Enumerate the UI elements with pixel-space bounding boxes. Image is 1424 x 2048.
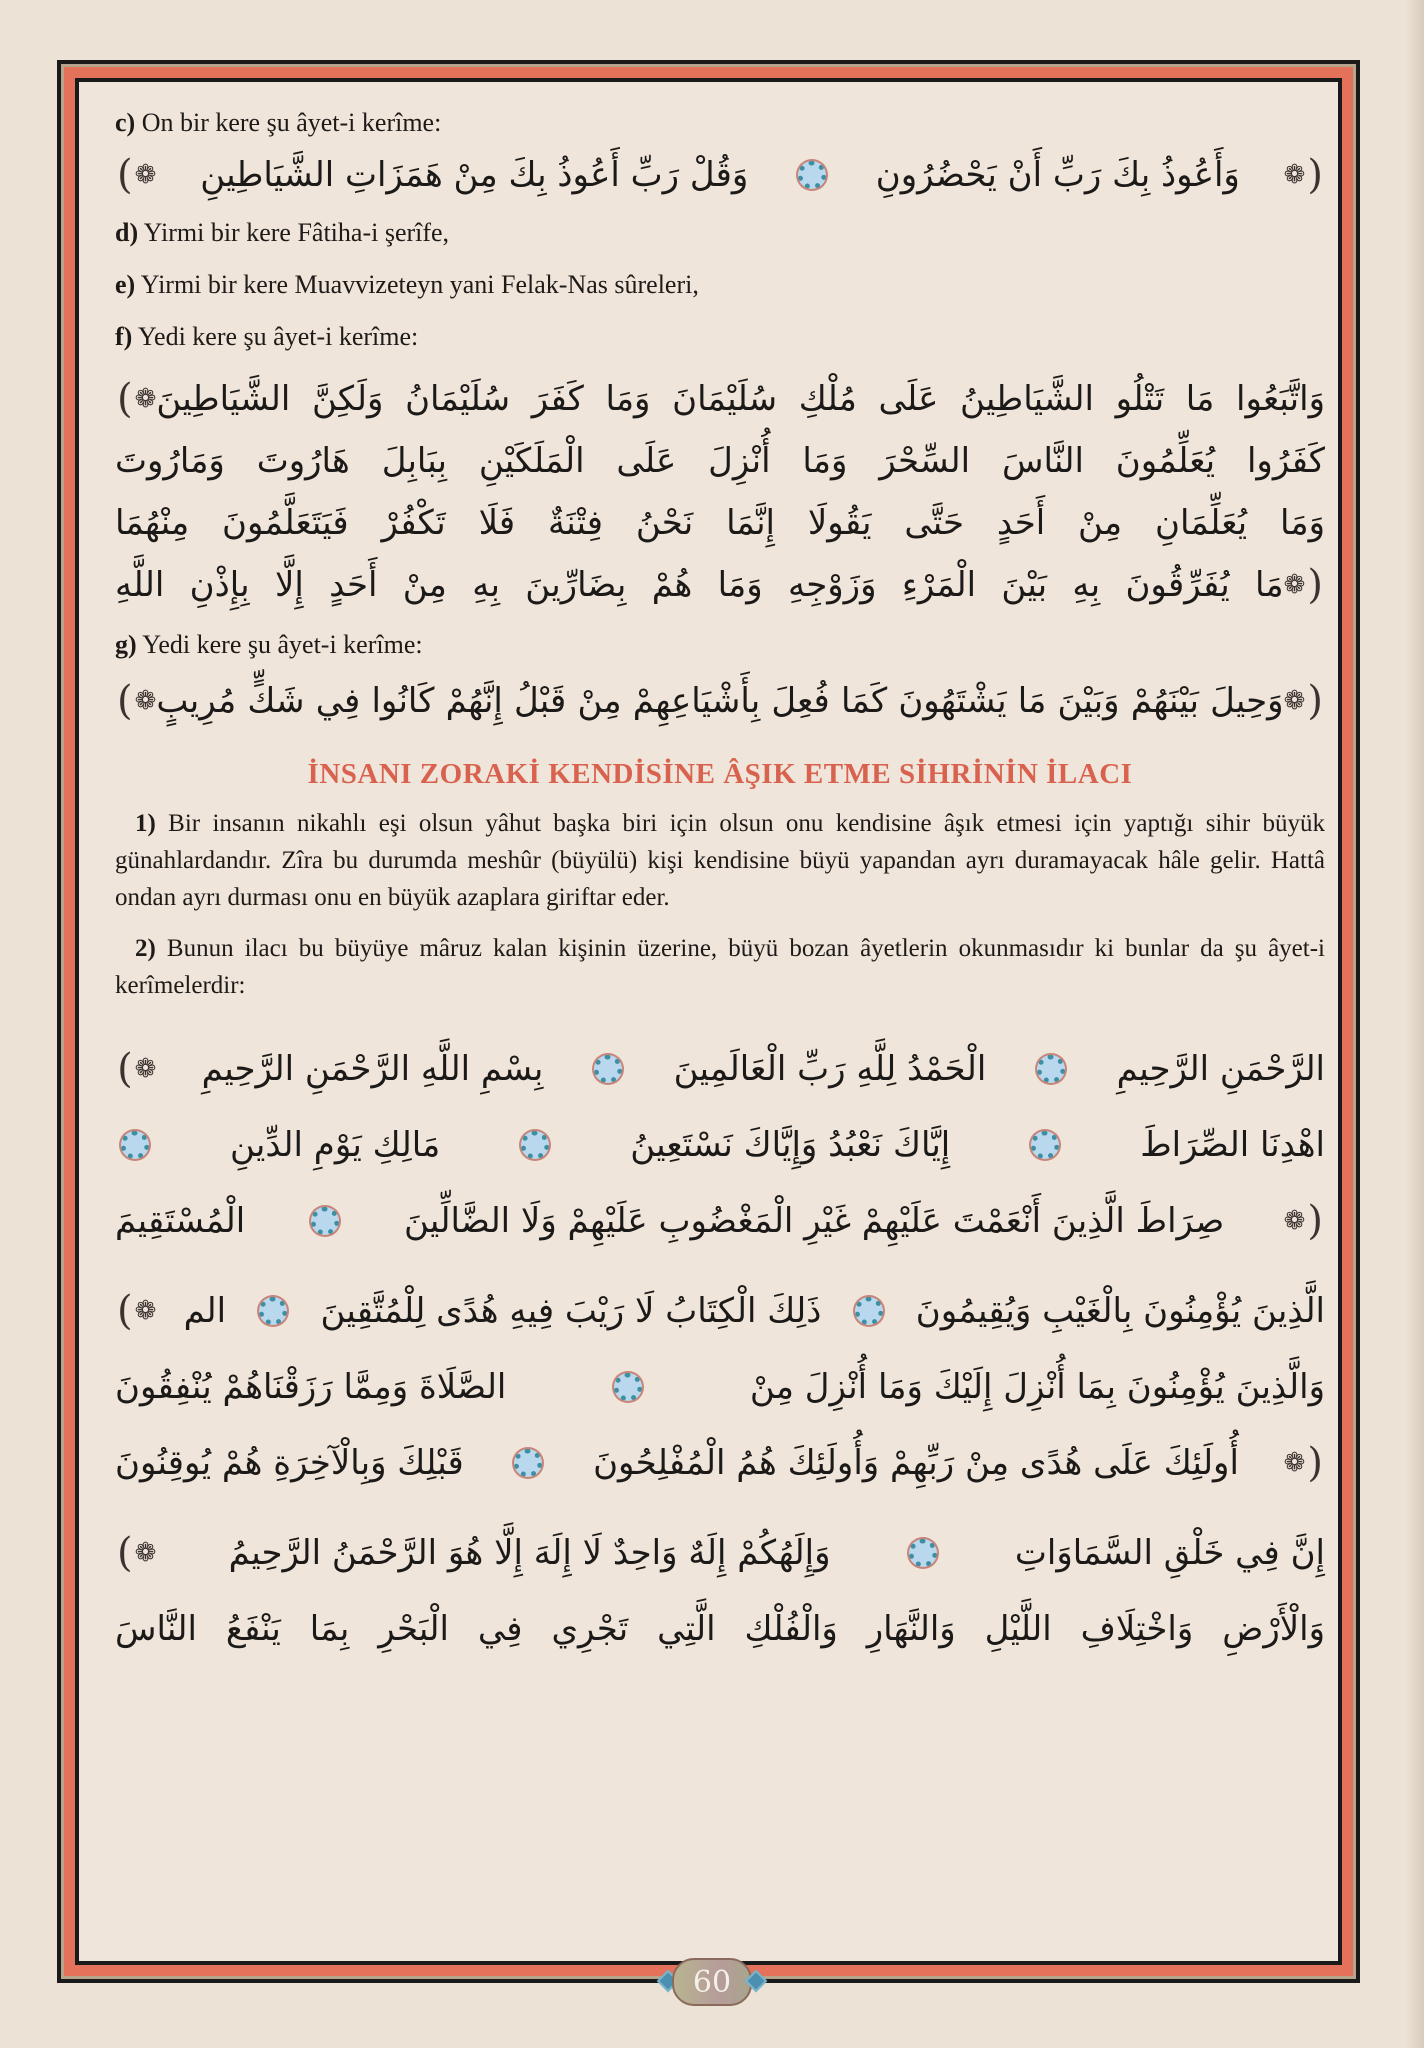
verse-text: وَقُلْ رَبِّ أَعُوذُ بِكَ مِنْ هَمَزَاتِ الشَّيَاطِينِ [200, 155, 749, 195]
verse-end-marker-icon [909, 1539, 937, 1567]
item-text: Yedi kere şu âyet-i kerîme: [136, 630, 423, 659]
verse-end-marker-icon [259, 1297, 287, 1325]
verse-start-ornament-icon: ❁ ) [117, 376, 157, 422]
verse-line [115, 1432, 1325, 1494]
verse-line [115, 1038, 1325, 1100]
verse-line [115, 1522, 1325, 1584]
verse-text: الصَّلَاةَ وَمِمَّا رَزَقْنَاهُمْ يُنْفِقُونَ [115, 1367, 507, 1407]
verse-text: إِيَّاكَ نَعْبُدُ وَإِيَّاكَ نَسْتَعِينُ [630, 1125, 951, 1165]
page-edge-shadow [1406, 0, 1424, 2048]
verse-block-ilahukum [115, 1522, 1325, 1660]
verse-block-fatiha [115, 1038, 1325, 1252]
verse-line [115, 1190, 1325, 1252]
section-heading: İNSANI ZORAKİ KENDİSİNE ÂŞIK ETME SİHRİNİN İLACI [307, 758, 1133, 790]
item-text: Yedi kere şu âyet-i kerîme: [132, 322, 419, 351]
paragraph-number: 2) [135, 935, 156, 962]
verse-line [115, 1598, 1325, 1660]
verse-start-ornament-icon: ❁ ) [117, 1530, 157, 1576]
verse-end-ornament-icon: ( ❁ [1283, 562, 1323, 608]
item-label: c) [115, 108, 136, 137]
verse-start-ornament-icon: ❁ ) [117, 1046, 157, 1092]
item-label: e) [115, 270, 136, 299]
verse-text: وَالَّذِينَ يُؤْمِنُونَ بِمَا أُنْزِلَ إِلَيْكَ وَمَا أُنْزِلَ مِنْ [749, 1367, 1325, 1407]
item-d [115, 216, 1325, 250]
verse-line [115, 140, 1325, 210]
verse-end-marker-icon [798, 161, 826, 189]
item-c [115, 106, 1325, 140]
verse-text: الْمُسْتَقِيمَ [115, 1201, 246, 1241]
verse-text: الَّذِينَ يُؤْمِنُونَ بِالْغَيْبِ وَيُقِيمُونَ [915, 1291, 1325, 1331]
verse-text: بِسْمِ اللَّهِ الرَّحْمَنِ الرَّحِيمِ [201, 1049, 544, 1089]
verse-block-baqara [115, 1280, 1325, 1494]
verse-line [115, 430, 1325, 492]
verse-text: وَإِلَهُكُمْ إِلَهٌ وَاحِدٌ لَا إِلَهَ إِلَّا هُوَ الرَّحْمَنُ الرَّحِيمُ [228, 1533, 831, 1573]
verse-line [115, 554, 1325, 616]
verse-end-marker-icon [614, 1373, 642, 1401]
verse-end-marker-icon [594, 1055, 622, 1083]
verse-line [115, 1114, 1325, 1176]
verse-text: وَأَعُوذُ بِكَ رَبِّ أَنْ يَحْضُرُونِ [875, 155, 1240, 195]
verse-text: وَاتَّبَعُوا مَا تَتْلُو الشَّيَاطِينُ عَلَى مُلْكِ سُلَيْمَانَ وَمَا كَفَرَ سُلَيْمَانُ وَلَكِنَّ الشَّيَاطِينَ [156, 379, 1325, 419]
item-text: On bir kere şu âyet-i kerîme: [135, 108, 442, 137]
page-content [115, 92, 1325, 1660]
verse-start-ornament-icon: ❁ ) [117, 678, 157, 724]
item-g [115, 628, 1325, 662]
verse-text: أُولَئِكَ عَلَى هُدًى مِنْ رَبِّهِمْ وَأُولَئِكَ هُمُ الْمُفْلِحُونَ [593, 1443, 1239, 1483]
verse-end-ornament-icon: ( ❁ [1283, 1440, 1323, 1486]
paragraph-1 [115, 805, 1325, 916]
verse-text: اهْدِنَا الصِّرَاطَ [1140, 1125, 1325, 1165]
verse-end-marker-icon [855, 1297, 883, 1325]
item-label: d) [115, 218, 139, 247]
paragraph-text: Bir insanın nikahlı eşi olsun yâhut başka biri için olsun onu kendisine âşık etmesi için yaptığı sihir büyük günahlardandır. Zîra bu durumda meshûr (büyülü) kişi kendisine büyü yapandan ayrı duramayacak hâle gelir. Hattâ ondan ayrı durması onu en büyük azaplara giriftar eder. [115, 810, 1325, 911]
verse-text: كَفَرُوا يُعَلِّمُونَ النَّاسَ السِّحْرَ وَمَا أُنْزِلَ عَلَى الْمَلَكَيْنِ بِبَابِلَ هَارُوتَ وَمَارُوتَ [115, 441, 1325, 481]
verse-end-ornament-icon: ( ❁ [1283, 152, 1323, 198]
paragraph-2 [115, 930, 1325, 1004]
verse-start-ornament-icon: ❁ ) [117, 152, 157, 198]
item-text: Yirmi bir kere Fâtiha-i şerîfe, [138, 218, 450, 247]
verse-text: وَمَا يُعَلِّمَانِ مِنْ أَحَدٍ حَتَّى يَقُولَا إِنَّمَا نَحْنُ فِتْنَةٌ فَلَا تَكْفُرْ فَيَتَعَلَّمُونَ مِنْهُمَا [115, 503, 1325, 543]
item-label: g) [115, 630, 137, 659]
verse-line [115, 492, 1325, 554]
verse-text: قَبْلِكَ وَبِالْآخِرَةِ هُمْ يُوقِنُونَ [115, 1443, 464, 1483]
verse-line [115, 368, 1325, 430]
page-number-area [0, 1958, 1424, 2006]
verse-text: وَالْأَرْضِ وَاخْتِلَافِ اللَّيْلِ وَالنَّهَارِ وَالْفُلْكِ الَّتِي تَجْرِي فِي الْبَحْرِ بِمَا يَنْفَعُ النَّاسَ [115, 1609, 1325, 1649]
verse-text: وَحِيلَ بَيْنَهُمْ وَبَيْنَ مَا يَشْتَهُونَ كَمَا فُعِلَ بِأَشْيَاعِهِمْ مِنْ قَبْلُ إِنَّهُمْ كَانُوا فِي شَكٍّ مُرِيبٍ [156, 681, 1284, 721]
verse-end-ornament-icon: ( ❁ [1283, 1198, 1323, 1244]
verse-end-marker-icon [311, 1207, 339, 1235]
verse-text: الْحَمْدُ لِلَّهِ رَبِّ الْعَالَمِينَ [673, 1049, 987, 1089]
verse-end-marker-icon [521, 1131, 549, 1159]
item-e [115, 268, 1325, 302]
paragraph-number: 1) [135, 810, 156, 837]
verse-text: الم [183, 1291, 227, 1331]
verse-line [115, 1280, 1325, 1342]
item-f [115, 320, 1325, 354]
verse-line [115, 670, 1325, 732]
verse-text: ذَلِكَ الْكِتَابُ لَا رَيْبَ فِيهِ هُدًى لِلْمُتَّقِينَ [320, 1291, 822, 1331]
item-text: Yirmi bir kere Muavvizeteyn yani Felak-Nas sûreleri, [135, 270, 699, 299]
verse-block-f [115, 368, 1325, 616]
verse-text: الرَّحْمَنِ الرَّحِيمِ [1116, 1049, 1325, 1089]
item-label: f) [115, 322, 133, 351]
verse-text: مَالِكِ يَوْمِ الدِّينِ [229, 1125, 441, 1165]
verse-start-ornament-icon: ❁ ) [117, 1288, 157, 1334]
verse-end-marker-icon [1031, 1131, 1059, 1159]
verse-text: مَا يُفَرِّقُونَ بِهِ بَيْنَ الْمَرْءِ وَزَوْجِهِ وَمَا هُمْ بِضَارِّينَ بِهِ مِنْ أَحَدٍ إِلَّا بِإِذْنِ اللَّهِ [115, 565, 1284, 605]
verse-end-marker-icon [1037, 1055, 1065, 1083]
page-number: 60 [692, 1964, 732, 2000]
verse-text: صِرَاطَ الَّذِينَ أَنْعَمْتَ عَلَيْهِمْ غَيْرِ الْمَغْضُوبِ عَلَيْهِمْ وَلَا الضَّالِّينَ [403, 1201, 1225, 1241]
verse-end-marker-icon [121, 1131, 149, 1159]
page-number-cartouche [672, 1958, 752, 2006]
verse-end-ornament-icon: ( ❁ [1283, 678, 1323, 724]
verse-line [115, 1356, 1325, 1418]
verse-end-marker-icon [514, 1449, 542, 1477]
verse-text: إِنَّ فِي خَلْقِ السَّمَاوَاتِ [1014, 1533, 1325, 1573]
paragraph-text: Bunun ilacı bu büyüye mâruz kalan kişinin üzerine, büyü bozan âyetlerin okunmasıdır ki bunlar da şu âyet-i kerîmelerdir: [115, 935, 1325, 999]
